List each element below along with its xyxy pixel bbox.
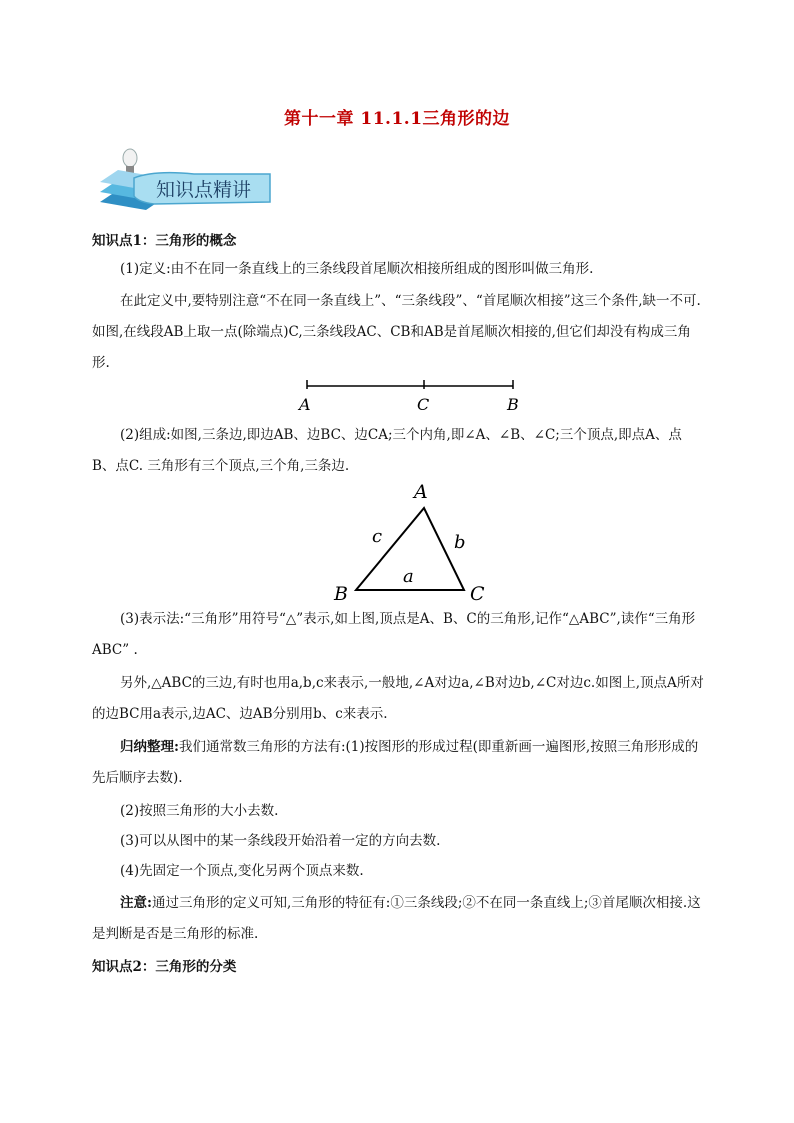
kp2-heading: 知识点2：三角形的分类 xyxy=(92,959,237,975)
side-c-label: c xyxy=(372,526,383,547)
page-title: 第十一章 11.1.1三角形的边 xyxy=(283,109,511,129)
side-b-label: b xyxy=(454,532,466,553)
kp1-side-names: 另外,△ABC的三边,有时也用a,b,c来表示,一般地,∠A对边a,∠B对边b,∠C对边c.如图上,顶点A所对的边BC用a表示,边AC、边AB分别用b、c来表示. xyxy=(92,675,704,722)
vertex-b-label: B xyxy=(334,583,348,605)
badge-label: 知识点精讲 xyxy=(156,179,252,201)
side-a-label: a xyxy=(403,566,414,587)
kp1-notation: (3)表示法:“三角形”用符号“△”表示,如上图,顶点是A、B、C的三角形,记作“△ABC”,读作“三角形ABC” . xyxy=(92,611,696,658)
knowledge-badge xyxy=(94,140,274,212)
summary-label: 归纳整理: xyxy=(120,739,179,755)
method-4: (4)先固定一个顶点,变化另两个顶点来数. xyxy=(120,863,364,879)
kp1-composition: (2)组成:如图,三条边,即边AB、边BC、边CA;三个内角,即∠A、∠B、∠C;三个顶点,即点A、点B、点C. 三角形有三个顶点,三个角,三条边. xyxy=(92,427,682,474)
kp1-heading: 知识点1：三角形的概念 xyxy=(92,233,237,249)
note-label: 注意: xyxy=(120,895,152,911)
method-3: (3)可以从图中的某一条线段开始沿着一定的方向去数. xyxy=(120,833,441,849)
note-paragraph xyxy=(92,888,704,950)
point-c-label: C xyxy=(417,395,430,414)
note-text: 通过三角形的定义可知,三角形的特征有:①三条线段;②不在同一条直线上;③首尾顺次相接.这是判断是否是三角形的标准. xyxy=(92,895,701,942)
kp1-definition: (1)定义:由不在同一条直线上的三条线段首尾顺次相接所组成的图形叫做三角形. xyxy=(120,261,594,277)
line-segment-figure xyxy=(294,376,524,416)
triangle-abc-figure xyxy=(330,478,500,608)
vertex-c-label: C xyxy=(470,583,485,605)
summary-text: 我们通常数三角形的方法有:(1)按图形的形成过程(即重新画一遍图形,按照三角形形成的先后顺序去数). xyxy=(92,739,699,786)
method-2: (2)按照三角形的大小去数. xyxy=(120,803,279,819)
point-a-label: A xyxy=(299,395,311,414)
summary-paragraph xyxy=(92,732,704,794)
kp1-note: 在此定义中,要特别注意“不在同一条直线上”、“三条线段”、“首尾顺次相接”这三个条件,缺一不可. 如图,在线段AB上取一点(除端点)C,三条线段AC、CB和AB是首尾顺次相接的,但它们却没有构成三角形. xyxy=(92,293,701,371)
point-b-label: B xyxy=(507,395,519,414)
vertex-a-label: A xyxy=(414,481,428,503)
